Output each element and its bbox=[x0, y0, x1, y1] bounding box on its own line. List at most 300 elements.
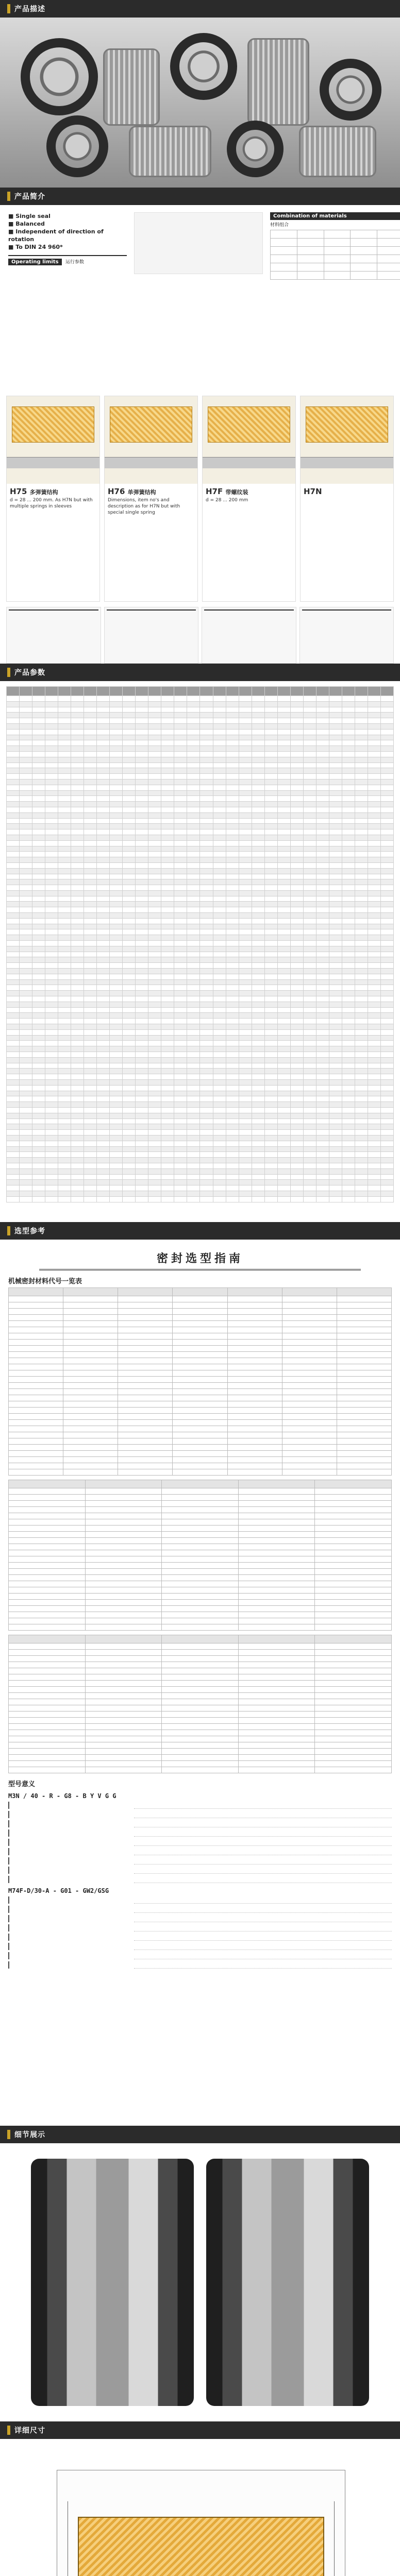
table-cell bbox=[238, 1563, 315, 1569]
table-cell bbox=[110, 707, 123, 713]
table-cell bbox=[123, 985, 136, 991]
table-cell bbox=[71, 713, 84, 718]
table-cell bbox=[380, 946, 393, 952]
table-cell bbox=[277, 1191, 290, 1196]
table-cell bbox=[316, 1146, 329, 1152]
table-cell bbox=[58, 929, 71, 935]
table-cell bbox=[45, 1196, 58, 1202]
table-cell bbox=[20, 1163, 32, 1168]
table-row bbox=[7, 802, 394, 807]
table-cell bbox=[264, 812, 277, 818]
table-cell bbox=[187, 963, 200, 969]
table-cell bbox=[136, 879, 148, 885]
table-cell bbox=[316, 1191, 329, 1196]
variant-code: H76 bbox=[108, 487, 125, 496]
table-cell bbox=[9, 1432, 63, 1438]
table-cell bbox=[174, 740, 187, 746]
table-cell bbox=[123, 1152, 136, 1158]
table-cell bbox=[252, 1079, 264, 1085]
table-cell bbox=[213, 1046, 226, 1052]
table-cell bbox=[71, 907, 84, 913]
table-cell bbox=[264, 718, 277, 724]
table-cell bbox=[316, 874, 329, 879]
table-cell bbox=[213, 1141, 226, 1146]
table-cell bbox=[9, 1480, 86, 1488]
table-cell bbox=[84, 802, 97, 807]
table-cell bbox=[123, 862, 136, 868]
table-cell bbox=[174, 969, 187, 974]
table-cell bbox=[174, 687, 187, 696]
table-cell bbox=[136, 979, 148, 985]
table-cell bbox=[58, 879, 71, 885]
table-cell bbox=[84, 1191, 97, 1196]
table-cell bbox=[162, 1643, 239, 1650]
table-cell bbox=[290, 957, 303, 963]
table-cell bbox=[71, 1091, 84, 1096]
table-cell bbox=[316, 1124, 329, 1130]
table-cell bbox=[58, 1069, 71, 1074]
table-cell bbox=[187, 1057, 200, 1063]
table-cell bbox=[315, 1711, 392, 1718]
table-cell bbox=[84, 1185, 97, 1191]
table-cell bbox=[315, 1556, 392, 1563]
table-cell bbox=[123, 1196, 136, 1202]
table-cell bbox=[148, 1168, 161, 1174]
table-cell bbox=[45, 1041, 58, 1046]
table-cell bbox=[239, 812, 252, 818]
table-cell bbox=[380, 707, 393, 713]
table-cell bbox=[20, 812, 32, 818]
table-cell bbox=[252, 785, 264, 790]
table-row bbox=[7, 790, 394, 796]
table-cell bbox=[174, 785, 187, 790]
table-cell bbox=[368, 874, 380, 879]
table-cell bbox=[9, 1650, 86, 1656]
seal-cross-section bbox=[57, 2470, 345, 2576]
table-cell bbox=[84, 735, 97, 740]
table-cell bbox=[213, 862, 226, 868]
table-cell bbox=[123, 768, 136, 774]
table-cell bbox=[252, 1124, 264, 1130]
table-cell bbox=[161, 941, 174, 946]
table-cell bbox=[264, 902, 277, 907]
table-cell bbox=[264, 1041, 277, 1046]
table-cell bbox=[315, 1600, 392, 1606]
table-cell bbox=[45, 746, 58, 752]
table-cell bbox=[7, 924, 20, 929]
table-cell bbox=[136, 935, 148, 941]
table-cell bbox=[9, 1724, 86, 1730]
table-cell bbox=[368, 1163, 380, 1168]
table-cell bbox=[239, 935, 252, 941]
table-row bbox=[9, 1718, 392, 1724]
table-cell bbox=[136, 735, 148, 740]
table-row bbox=[7, 1118, 394, 1124]
table-cell bbox=[303, 1063, 316, 1069]
table-cell bbox=[355, 1046, 368, 1052]
table-cell bbox=[252, 890, 264, 896]
table-cell bbox=[355, 929, 368, 935]
table-cell bbox=[282, 1315, 337, 1321]
table-cell bbox=[355, 718, 368, 724]
table-cell bbox=[277, 935, 290, 941]
table-cell bbox=[277, 1063, 290, 1069]
table-row bbox=[9, 1724, 392, 1730]
table-cell bbox=[282, 1364, 337, 1370]
code-meaning bbox=[134, 1915, 392, 1922]
table-cell bbox=[123, 1124, 136, 1130]
table-cell bbox=[123, 802, 136, 807]
section-heading-size bbox=[0, 2421, 400, 2439]
table-cell bbox=[71, 1196, 84, 1202]
table-cell bbox=[213, 896, 226, 902]
table-cell bbox=[71, 890, 84, 896]
table-cell bbox=[32, 1130, 45, 1136]
table-cell bbox=[58, 969, 71, 974]
table-cell bbox=[136, 1174, 148, 1180]
table-cell bbox=[277, 812, 290, 818]
table-cell bbox=[316, 1163, 329, 1168]
table-cell bbox=[316, 1102, 329, 1108]
table-row bbox=[7, 796, 394, 802]
table-cell bbox=[71, 1185, 84, 1191]
code-pointer bbox=[8, 1934, 132, 1941]
table-cell bbox=[161, 718, 174, 724]
table-cell bbox=[227, 1420, 282, 1426]
table-cell bbox=[342, 746, 355, 752]
table-cell bbox=[32, 718, 45, 724]
table-cell bbox=[226, 696, 239, 702]
table-cell bbox=[71, 1096, 84, 1102]
table-cell bbox=[187, 785, 200, 790]
table-cell bbox=[187, 1002, 200, 1007]
table-cell bbox=[226, 687, 239, 696]
table-cell bbox=[136, 1029, 148, 1035]
table-cell bbox=[316, 746, 329, 752]
table-cell bbox=[303, 969, 316, 974]
table-cell bbox=[380, 913, 393, 919]
table-cell bbox=[84, 941, 97, 946]
table-cell bbox=[187, 1180, 200, 1185]
table-cell bbox=[32, 1146, 45, 1152]
table-cell bbox=[97, 701, 110, 707]
table-cell bbox=[7, 1085, 20, 1091]
table-cell bbox=[187, 974, 200, 979]
table-cell bbox=[200, 1002, 213, 1007]
table-cell bbox=[380, 1102, 393, 1108]
table-cell bbox=[58, 1052, 71, 1058]
table-cell bbox=[329, 1074, 342, 1080]
table-cell bbox=[7, 1069, 20, 1074]
table-cell bbox=[264, 1174, 277, 1180]
table-cell bbox=[355, 1168, 368, 1174]
table-cell bbox=[380, 1196, 393, 1202]
table-cell bbox=[252, 796, 264, 802]
table-cell bbox=[9, 1352, 63, 1358]
table-cell bbox=[315, 1668, 392, 1674]
table-cell bbox=[380, 1029, 393, 1035]
table-cell bbox=[213, 1130, 226, 1136]
table-cell bbox=[84, 957, 97, 963]
table-cell bbox=[123, 1174, 136, 1180]
technical-drawing bbox=[0, 2439, 400, 2576]
table-cell bbox=[315, 1532, 392, 1538]
table-cell bbox=[355, 790, 368, 796]
table-cell bbox=[161, 1196, 174, 1202]
table-cell bbox=[342, 729, 355, 735]
table-cell bbox=[380, 924, 393, 929]
table-cell bbox=[368, 1124, 380, 1130]
table-cell bbox=[342, 757, 355, 762]
table-cell bbox=[316, 1118, 329, 1124]
table-cell bbox=[148, 963, 161, 969]
table-cell bbox=[162, 1656, 239, 1662]
table-cell bbox=[290, 718, 303, 724]
table-cell bbox=[45, 1180, 58, 1185]
table-cell bbox=[213, 929, 226, 935]
table-cell bbox=[7, 918, 20, 924]
table-cell bbox=[282, 1302, 337, 1309]
table-cell bbox=[200, 824, 213, 829]
table-cell bbox=[71, 840, 84, 846]
table-cell bbox=[174, 1185, 187, 1191]
table-cell bbox=[252, 1052, 264, 1058]
table-cell bbox=[161, 1069, 174, 1074]
table-cell bbox=[252, 862, 264, 868]
table-cell bbox=[118, 1288, 173, 1296]
table-cell bbox=[264, 768, 277, 774]
table-cell bbox=[226, 751, 239, 757]
table-cell bbox=[84, 1113, 97, 1118]
table-cell bbox=[368, 796, 380, 802]
table-cell bbox=[380, 952, 393, 957]
table-cell bbox=[148, 812, 161, 818]
table-cell bbox=[45, 918, 58, 924]
table-cell bbox=[174, 852, 187, 857]
table-cell bbox=[316, 1057, 329, 1063]
table-cell bbox=[342, 846, 355, 852]
table-cell bbox=[97, 1141, 110, 1146]
table-cell bbox=[264, 868, 277, 874]
code-pointer bbox=[8, 1961, 132, 1969]
table-cell bbox=[20, 807, 32, 812]
table-cell bbox=[200, 996, 213, 1002]
table-cell bbox=[162, 1556, 239, 1563]
table-cell bbox=[316, 687, 329, 696]
table-cell bbox=[315, 1606, 392, 1612]
table-cell bbox=[342, 829, 355, 835]
table-cell bbox=[329, 1158, 342, 1163]
table-cell bbox=[380, 1124, 393, 1130]
table-cell bbox=[32, 1180, 45, 1185]
table-cell bbox=[355, 1196, 368, 1202]
table-cell bbox=[277, 818, 290, 824]
table-cell bbox=[71, 1085, 84, 1091]
table-cell bbox=[316, 718, 329, 724]
table-cell bbox=[355, 991, 368, 996]
variant-name: 多弹簧结构 bbox=[29, 489, 58, 496]
table-cell bbox=[368, 1057, 380, 1063]
table-cell bbox=[20, 774, 32, 779]
table-cell bbox=[123, 746, 136, 752]
table-cell bbox=[342, 896, 355, 902]
table-cell bbox=[20, 1013, 32, 1019]
table-row bbox=[9, 1507, 392, 1513]
table-cell bbox=[63, 1438, 118, 1445]
table-cell bbox=[32, 1141, 45, 1146]
table-cell bbox=[187, 687, 200, 696]
table-cell bbox=[123, 723, 136, 729]
table-cell bbox=[368, 974, 380, 979]
table-cell bbox=[84, 757, 97, 762]
table-cell bbox=[282, 1346, 337, 1352]
table-cell bbox=[342, 718, 355, 724]
table-cell bbox=[148, 1063, 161, 1069]
table-cell bbox=[110, 1046, 123, 1052]
table-cell bbox=[162, 1650, 239, 1656]
table-cell bbox=[110, 701, 123, 707]
table-cell bbox=[282, 1426, 337, 1432]
table-cell bbox=[380, 896, 393, 902]
table-cell bbox=[368, 1002, 380, 1007]
table-cell bbox=[71, 957, 84, 963]
table-cell bbox=[58, 1046, 71, 1052]
table-cell bbox=[342, 946, 355, 952]
code-pointer bbox=[8, 1952, 132, 1959]
table-cell bbox=[148, 935, 161, 941]
table-cell bbox=[316, 1180, 329, 1185]
table-cell bbox=[355, 740, 368, 746]
table-cell bbox=[264, 751, 277, 757]
table-cell bbox=[342, 1007, 355, 1013]
table-cell bbox=[290, 1046, 303, 1052]
table-cell bbox=[329, 835, 342, 840]
table-cell bbox=[161, 818, 174, 824]
table-cell bbox=[71, 718, 84, 724]
table-cell bbox=[97, 796, 110, 802]
table-cell bbox=[238, 1730, 315, 1736]
table-cell bbox=[315, 1624, 392, 1631]
table-cell bbox=[174, 913, 187, 919]
table-cell bbox=[368, 835, 380, 840]
table-cell bbox=[9, 1377, 63, 1383]
table-cell bbox=[252, 790, 264, 796]
table-cell bbox=[264, 687, 277, 696]
table-cell bbox=[85, 1681, 162, 1687]
table-cell bbox=[58, 868, 71, 874]
section-heading-product-description bbox=[0, 0, 400, 18]
table-row bbox=[7, 1041, 394, 1046]
table-cell bbox=[136, 802, 148, 807]
table-cell bbox=[32, 1196, 45, 1202]
table-row bbox=[7, 1029, 394, 1035]
table-cell bbox=[136, 1041, 148, 1046]
table-cell bbox=[97, 907, 110, 913]
table-cell bbox=[264, 1107, 277, 1113]
table-cell bbox=[84, 868, 97, 874]
table-cell bbox=[239, 1029, 252, 1035]
table-cell bbox=[213, 924, 226, 929]
table-cell bbox=[316, 751, 329, 757]
table-cell bbox=[148, 1035, 161, 1041]
table-cell bbox=[97, 840, 110, 846]
table-cell bbox=[329, 807, 342, 812]
table-cell bbox=[368, 757, 380, 762]
table-cell bbox=[174, 857, 187, 863]
table-cell bbox=[161, 1096, 174, 1102]
table-cell bbox=[355, 796, 368, 802]
table-cell bbox=[226, 1196, 239, 1202]
table-cell bbox=[20, 1152, 32, 1158]
table-row bbox=[9, 1643, 392, 1650]
table-cell bbox=[97, 857, 110, 863]
table-cell bbox=[316, 1158, 329, 1163]
table-cell bbox=[110, 929, 123, 935]
table-cell bbox=[252, 1074, 264, 1080]
table-cell bbox=[148, 1152, 161, 1158]
table-cell bbox=[161, 896, 174, 902]
table-cell bbox=[226, 935, 239, 941]
table-cell bbox=[20, 707, 32, 713]
table-cell bbox=[110, 1069, 123, 1074]
table-cell bbox=[136, 746, 148, 752]
table-cell bbox=[368, 802, 380, 807]
table-cell bbox=[148, 740, 161, 746]
table-cell bbox=[174, 885, 187, 891]
table-cell bbox=[329, 840, 342, 846]
table-cell bbox=[277, 902, 290, 907]
table-cell bbox=[329, 1013, 342, 1019]
table-cell bbox=[97, 1052, 110, 1058]
seal-photo bbox=[170, 33, 237, 100]
table-cell bbox=[316, 768, 329, 774]
table-cell bbox=[136, 687, 148, 696]
table-cell bbox=[290, 768, 303, 774]
table-cell bbox=[200, 868, 213, 874]
table-cell bbox=[9, 1426, 63, 1432]
table-cell bbox=[71, 779, 84, 785]
table-row bbox=[9, 1587, 392, 1594]
section-heading-selection bbox=[0, 1222, 400, 1240]
table-cell bbox=[368, 701, 380, 707]
table-cell bbox=[7, 718, 20, 724]
table-cell bbox=[136, 757, 148, 762]
table-cell bbox=[213, 790, 226, 796]
table-cell bbox=[264, 985, 277, 991]
table-cell bbox=[136, 1185, 148, 1191]
table-cell bbox=[238, 1488, 315, 1495]
table-cell bbox=[252, 774, 264, 779]
table-cell bbox=[118, 1438, 173, 1445]
table-cell bbox=[20, 1074, 32, 1080]
table-cell bbox=[45, 1113, 58, 1118]
table-cell bbox=[213, 802, 226, 807]
table-cell bbox=[71, 1019, 84, 1024]
table-cell bbox=[187, 924, 200, 929]
table-cell bbox=[32, 935, 45, 941]
table-cell bbox=[58, 857, 71, 863]
table-cell bbox=[136, 1074, 148, 1080]
table-cell bbox=[238, 1519, 315, 1526]
table-cell bbox=[290, 985, 303, 991]
table-cell bbox=[200, 1185, 213, 1191]
table-cell bbox=[84, 696, 97, 702]
table-cell bbox=[7, 807, 20, 812]
table-cell bbox=[161, 1046, 174, 1052]
table-cell bbox=[329, 1052, 342, 1058]
table-cell bbox=[277, 862, 290, 868]
table-cell bbox=[71, 868, 84, 874]
